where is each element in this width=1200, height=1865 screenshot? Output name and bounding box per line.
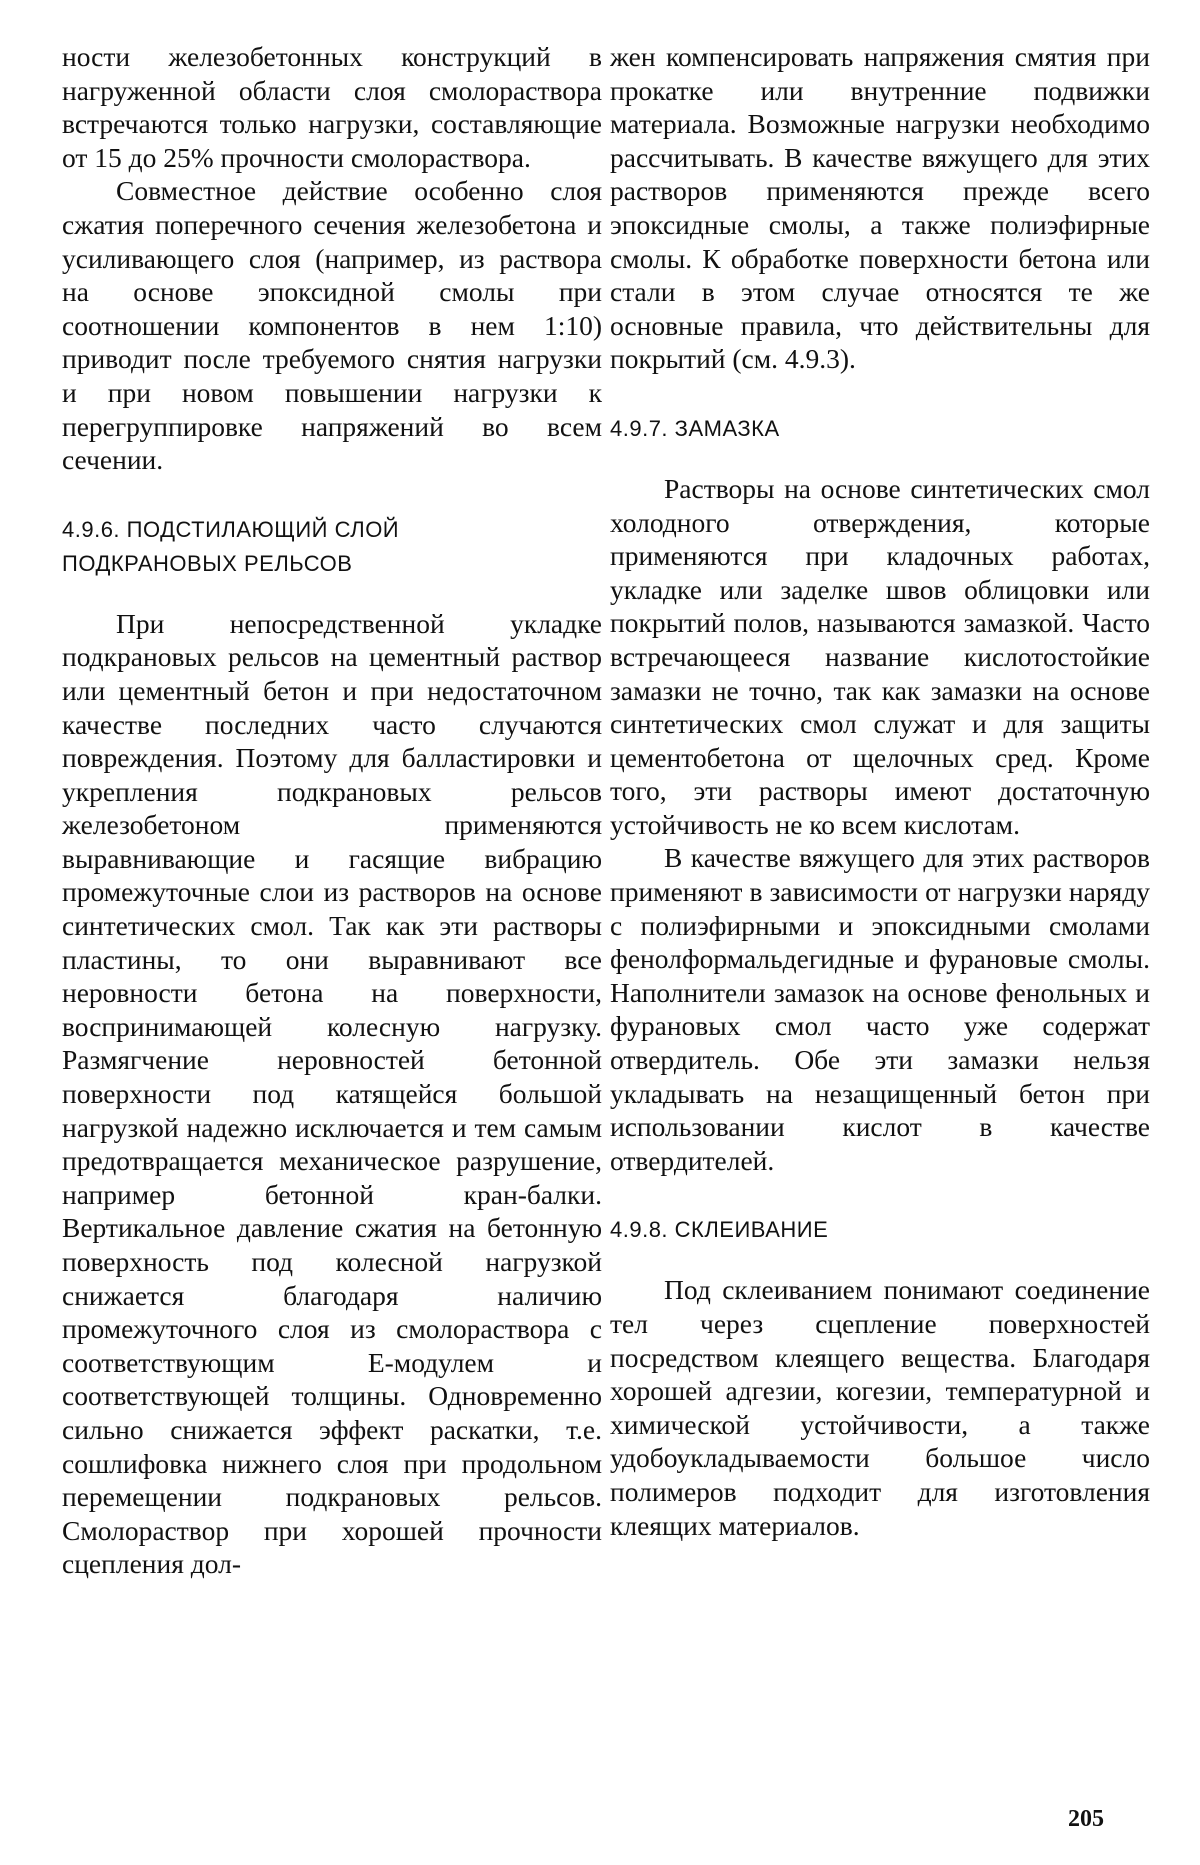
spacer bbox=[610, 1247, 1150, 1273]
page-number: 205 bbox=[1068, 1806, 1104, 1832]
right-column bbox=[610, 40, 1150, 1542]
section-heading-4-9-7: 4.9.7. ЗАМАЗКА bbox=[610, 415, 780, 441]
spacer bbox=[610, 376, 1150, 412]
paragraph-crane-rails: При непосредственной укладке подкрановых рельсов на цементный раствор или цементный бетон и при недостаточном качестве последних часто случаются повреждения. Поэтому для балластировки и укрепления подкрановых рельсов железобетоном применяются выравнивающие и гасящие вибрацию промежуточные слои из растворов на основе синтетических смол. Так как эти растворы пластины, то они выравнивают все неровности бетона на поверхности, воспринимающей колесную нагрузку. Размягчение неровностей бетонной поверхности под катящейся большой нагрузкой надежно исключается и тем самым предотвращается механическое разрушение, например бетонной кран-балки. Вертикальное давление сжатия на бетонную поверхность под колесной нагрузкой снижается благодаря наличию промежуточного слоя из смолораствора с соответствующим Е-модулем и соответствующей толщины. Одновременно сильно снижается эффект раскатки, т.е. сошлифовка нижнего слоя при продольном перемещении подкрановых рельсов. Смолораствор при хорошей прочности сцепления дол- bbox=[62, 607, 602, 1580]
left-column bbox=[62, 40, 602, 1581]
paragraph-continuation-right: жен компенсировать напряжения смятия при прокатке или внутренние подвижки материала. Возможные нагрузки необходимо рассчитывать. В качестве вяжущего для этих растворов применяются прежде всего эпоксидные смолы, а также полиэфирные смолы. К обработке поверхности бетона или стали в этом случае относятся те же основные правила, что действительны для покрытий (см. 4.9.3). bbox=[610, 41, 1150, 375]
section-heading-4-9-8: 4.9.8. СКЛЕИВАНИЕ bbox=[610, 1217, 829, 1243]
section-heading-4-9-6-line1: 4.9.6. ПОДСТИЛАЮЩИЙ СЛОЙ bbox=[62, 516, 400, 542]
paragraph-gluing: Под склеиванием понимают соединение тел через сцепление поверхностей посредством клеящего вещества. Благодаря хорошей адгезии, когезии, температурной и химической устойчивости, а также удобоукладываемости большое число полимеров подходит для изготовления клеящих материалов. bbox=[610, 1274, 1150, 1541]
paragraph-continuation: ности железобетонных конструкций в нагруженной области слоя смолораствора встречаются только нагрузки, составляющие от 15 до 25% прочности смолораствора. bbox=[62, 41, 602, 173]
spacer bbox=[610, 1177, 1150, 1213]
spacer bbox=[62, 477, 602, 513]
paragraph-putty-binder: В качестве вяжущего для этих растворов применяют в зависимости от нагрузки наряду с полиэфирными и эпоксидными смолами фенолформальдегидные и фурановые смолы. Наполнители замазок на основе фенольных и фурановых смол часто уже содержат отвердитель. Обе эти замазки нельзя укладывать на незащищенный бетон при использовании кислот в качестве отвердителей. bbox=[610, 842, 1150, 1176]
spacer bbox=[610, 446, 1150, 472]
spacer bbox=[62, 581, 602, 607]
paragraph-putty: Растворы на основе синтетических смол холодного отверждения, которые применяются при кладочных работах, укладке или заделке швов облицовки или покрытий полов, называются замазкой. Часто встречающееся название кислотостойкие замазки не точно, так как замазки на основе синтетических смол служат и для защиты цементобетона от щелочных сред. Кроме того, эти растворы имеют достаточную устойчивость не ко всем кислотам. bbox=[610, 472, 1150, 840]
paragraph-combined-action: Совместное действие особенно слоя сжатия поперечного сечения железобетона и усиливающего слоя (например, из раствора на основе эпоксидной смолы при соотношении компонентов в нем 1:10) приводит после требуемого снятия нагрузки и при новом повышении нагрузки к перегруппировке напряжений во всем сечении. bbox=[62, 175, 602, 476]
section-heading-4-9-6-line2: ПОДКРАНОВЫХ РЕЛЬСОВ bbox=[62, 550, 353, 576]
